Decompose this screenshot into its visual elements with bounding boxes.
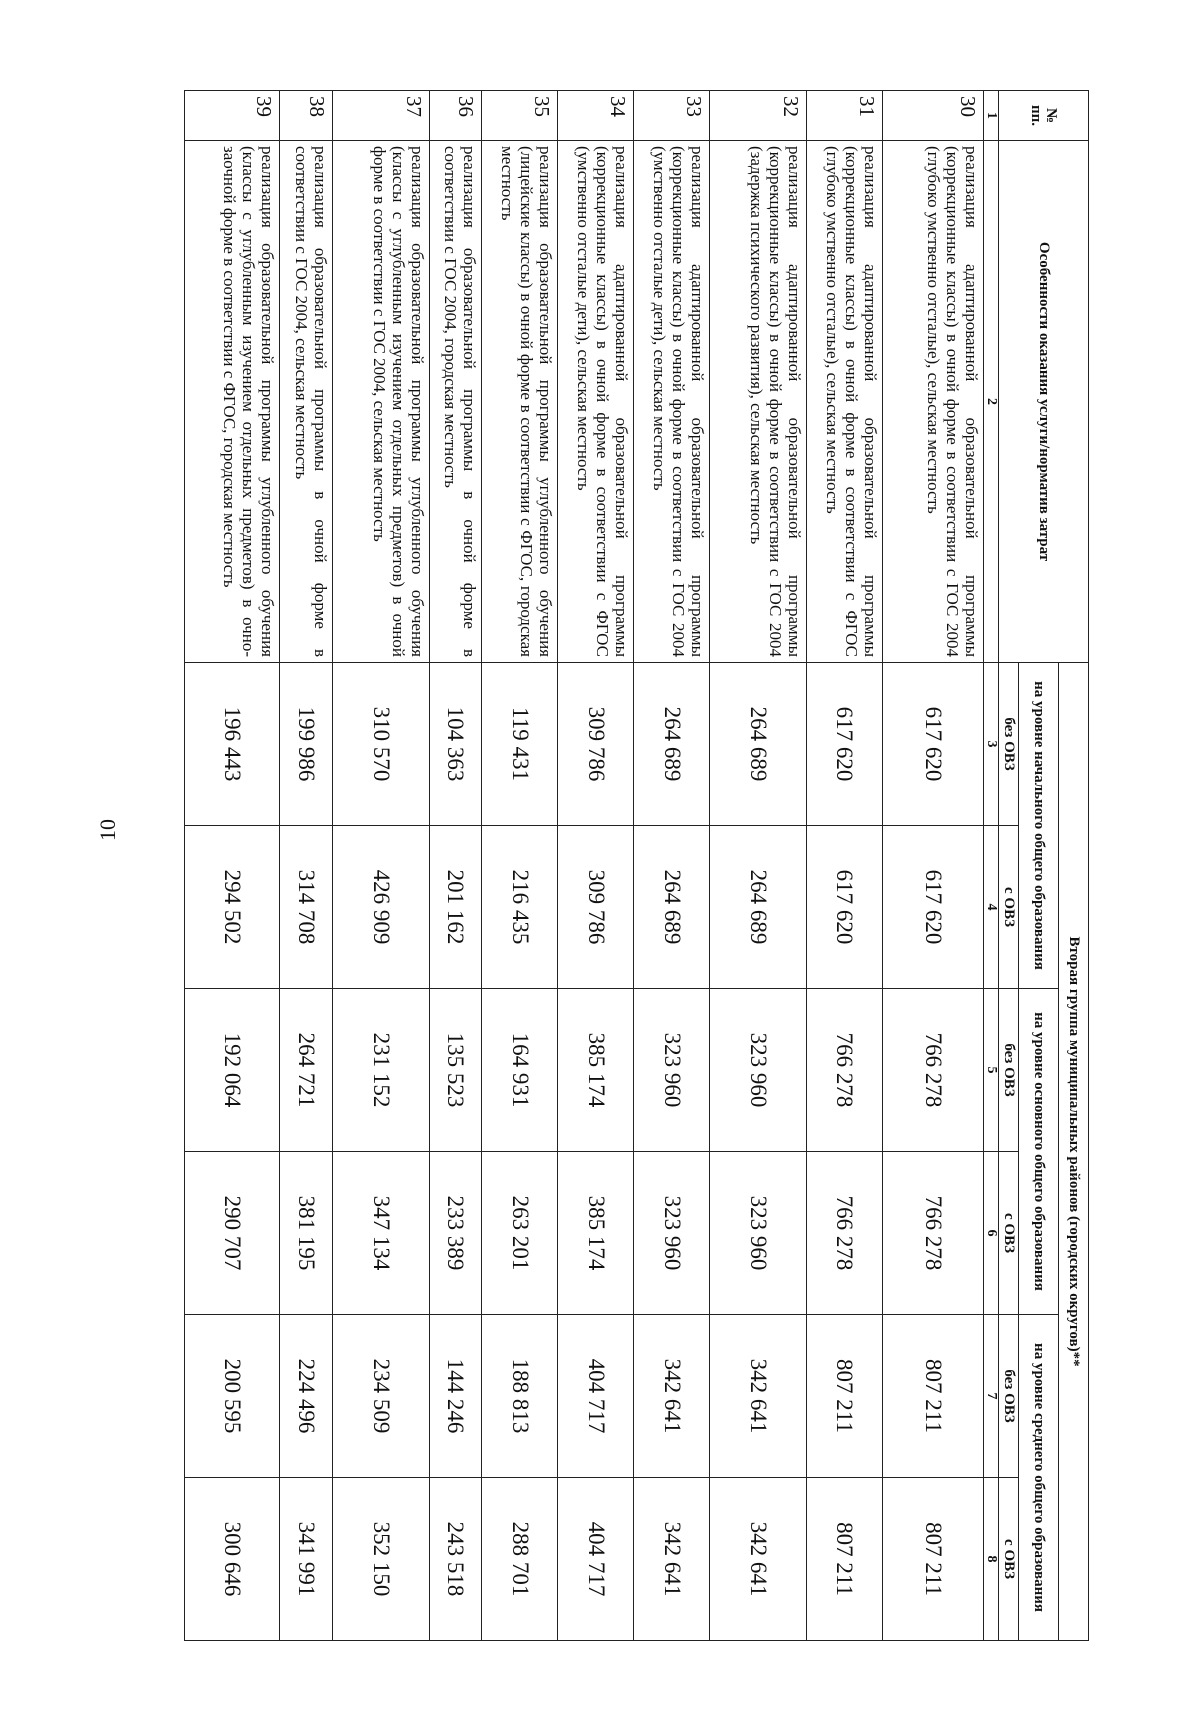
table-row [882, 91, 983, 1641]
cell-value: 192 064 [185, 989, 280, 1152]
cell-value: 264 721 [279, 989, 332, 1152]
column-number: 1 [984, 91, 999, 141]
cell-value: 264 689 [709, 826, 806, 989]
table-row [709, 91, 806, 1641]
header-description: Особенности оказания услуги/норматив затрат [999, 141, 1089, 663]
row-description: реализация образовательной программы в очной форме в соответствии с ГОС 2004, городская местность [429, 141, 482, 663]
cell-value: 104 363 [429, 663, 482, 826]
cell-value: 766 278 [882, 1152, 983, 1315]
cell-value: 342 641 [634, 1478, 710, 1641]
row-number: 31 [806, 91, 882, 141]
cell-value: 243 518 [429, 1478, 482, 1641]
header-sub: с ОВЗ [999, 1478, 1019, 1641]
cell-value: 617 620 [882, 663, 983, 826]
table-row [185, 91, 280, 1641]
cell-value: 807 211 [806, 1478, 882, 1641]
column-numbers-row [984, 91, 999, 1641]
column-number: 8 [984, 1478, 999, 1641]
row-description: реализация адаптированной образовательной программы (коррекционные классы) в очной форме в соответствии с ФГОС (умственно отсталые дети), сельская местность [558, 141, 634, 663]
cell-value: 224 496 [279, 1315, 332, 1478]
cell-value: 164 931 [482, 989, 558, 1152]
cell-value: 807 211 [882, 1478, 983, 1641]
header-sub: с ОВЗ [999, 1152, 1019, 1315]
cell-value: 231 152 [332, 989, 429, 1152]
table-row [634, 91, 710, 1641]
cell-value: 290 707 [185, 1152, 280, 1315]
cell-value: 341 991 [279, 1478, 332, 1641]
row-number: 35 [482, 91, 558, 141]
page-number: 10 [95, 819, 120, 841]
row-number: 32 [709, 91, 806, 141]
cell-value: 766 278 [882, 989, 983, 1152]
row-number: 38 [279, 91, 332, 141]
cell-value: 323 960 [634, 989, 710, 1152]
table-row [429, 91, 482, 1641]
column-number: 5 [984, 989, 999, 1152]
table-row [806, 91, 882, 1641]
row-description: реализация адаптированной образовательной программы (коррекционные классы) в очной форме в соответствии с ФГОС (глубоко умственно отсталые), сельская местность [806, 141, 882, 663]
cell-value: 381 195 [279, 1152, 332, 1315]
cell-value: 617 620 [882, 826, 983, 989]
rotated-table-wrapper [184, 90, 1089, 1640]
cell-value: 119 431 [482, 663, 558, 826]
row-description: реализация адаптированной образовательной программы (коррекционные классы) в очной форме в соответствии с ГОС 2004 (умственно отсталые дети), сельская местность [634, 141, 710, 663]
cell-value: 234 509 [332, 1315, 429, 1478]
row-description: реализация адаптированной образовательной программы (коррекционные классы) в очной форме в соответствии с ГОС 2004 (глубоко умственно отсталые), сельская местность [882, 141, 983, 663]
table-row [279, 91, 332, 1641]
header-sub: без ОВЗ [999, 1315, 1019, 1478]
cell-value: 617 620 [806, 826, 882, 989]
cell-value: 342 641 [709, 1315, 806, 1478]
row-description: реализация образовательной программы углубленного обучения (классы с углубленным изучением отдельных предметов) в очно-заочной форме в соответствии с ФГОС, городская местность [185, 141, 280, 663]
table-row [558, 91, 634, 1641]
cell-value: 135 523 [429, 989, 482, 1152]
cell-value: 309 786 [558, 663, 634, 826]
cell-value: 404 717 [558, 1315, 634, 1478]
cell-value: 199 986 [279, 663, 332, 826]
table-row [482, 91, 558, 1641]
header-level-basic: на уровне основного общего образования [1019, 989, 1059, 1315]
cell-value: 766 278 [806, 989, 882, 1152]
cell-value: 263 201 [482, 1152, 558, 1315]
cell-value: 216 435 [482, 826, 558, 989]
cell-value: 196 443 [185, 663, 280, 826]
cell-value: 404 717 [558, 1478, 634, 1641]
cell-value: 288 701 [482, 1478, 558, 1641]
cell-value: 309 786 [558, 826, 634, 989]
row-description: реализация образовательной программы в очной форме в соответствии с ГОС 2004, сельская местность [279, 141, 332, 663]
table-header [984, 91, 1089, 1641]
cell-value: 426 909 [332, 826, 429, 989]
cell-value: 807 211 [882, 1315, 983, 1478]
cell-value: 342 641 [634, 1315, 710, 1478]
header-sub: с ОВЗ [999, 826, 1019, 989]
cell-value: 233 389 [429, 1152, 482, 1315]
row-number: 34 [558, 91, 634, 141]
cell-value: 264 689 [709, 663, 806, 826]
row-description: реализация адаптированной образовательной программы (коррекционные классы) в очной форме в соответствии с ГОС 2004 (задержка психического развития), сельская местность [709, 141, 806, 663]
cell-value: 188 813 [482, 1315, 558, 1478]
row-number: 33 [634, 91, 710, 141]
header-sub: без ОВЗ [999, 989, 1019, 1152]
row-number: 36 [429, 91, 482, 141]
row-description: реализация образовательной программы углубленного обучения (лицейские классы) в очной форме в соответствии с ФГОС, городская местность [482, 141, 558, 663]
column-number: 2 [984, 141, 999, 663]
cell-value: 385 174 [558, 989, 634, 1152]
cell-value: 264 689 [634, 826, 710, 989]
cell-value: 766 278 [806, 1152, 882, 1315]
row-number: 37 [332, 91, 429, 141]
cell-value: 300 646 [185, 1478, 280, 1641]
cell-value: 294 502 [185, 826, 280, 989]
table-row [332, 91, 429, 1641]
cell-value: 807 211 [806, 1315, 882, 1478]
column-number: 4 [984, 826, 999, 989]
cell-value: 264 689 [634, 663, 710, 826]
row-number: 30 [882, 91, 983, 141]
cell-value: 347 134 [332, 1152, 429, 1315]
table-body [185, 91, 984, 1641]
cell-value: 201 162 [429, 826, 482, 989]
cell-value: 323 960 [634, 1152, 710, 1315]
column-number: 6 [984, 1152, 999, 1315]
cell-value: 200 595 [185, 1315, 280, 1478]
header-group: Вторая группа муниципальных районов (городских округов)** [1059, 663, 1089, 1641]
header-level-primary: на уровне начального общего образования [1019, 663, 1059, 989]
cell-value: 342 641 [709, 1478, 806, 1641]
column-number: 3 [984, 663, 999, 826]
header-sub: без ОВЗ [999, 663, 1019, 826]
row-number: 39 [185, 91, 280, 141]
cell-value: 352 150 [332, 1478, 429, 1641]
cell-value: 310 570 [332, 663, 429, 826]
header-no: № пп. [999, 91, 1089, 141]
cell-value: 323 960 [709, 989, 806, 1152]
cell-value: 314 708 [279, 826, 332, 989]
normatives-table [184, 90, 1089, 1641]
header-level-secondary: на уровне среднего общего образования [1019, 1315, 1059, 1641]
cell-value: 144 246 [429, 1315, 482, 1478]
cell-value: 323 960 [709, 1152, 806, 1315]
cell-value: 617 620 [806, 663, 882, 826]
cell-value: 385 174 [558, 1152, 634, 1315]
row-description: реализация образовательной программы углубленного обучения (классы с углубленным изучением отдельных предметов) в очной форме в соответствии с ГОС 2004, сельская местность [332, 141, 429, 663]
column-number: 7 [984, 1315, 999, 1478]
